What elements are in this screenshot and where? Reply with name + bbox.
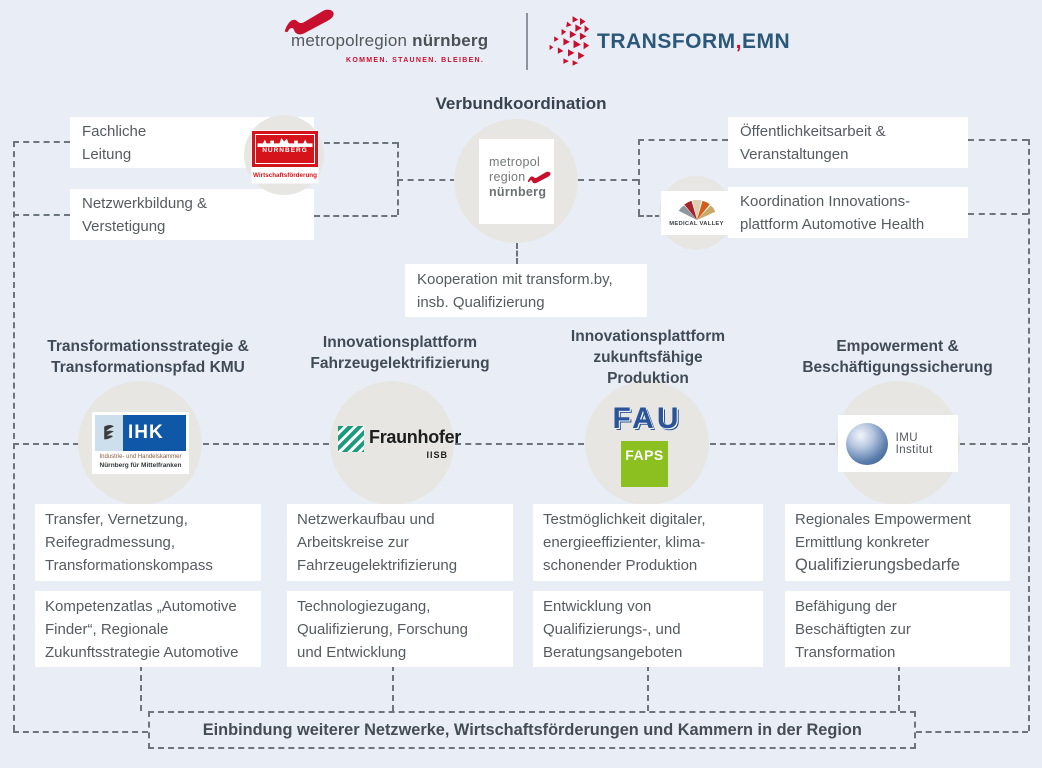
column-header-line: Beschäftigungssicherung bbox=[802, 359, 993, 376]
link-ihk-fraunhofer bbox=[203, 443, 329, 445]
column-header-fahrzeugelektrifizierung bbox=[287, 326, 513, 380]
fraunhofer-logo bbox=[338, 424, 462, 466]
box-line: Öffentlichkeitsarbeit & bbox=[740, 122, 886, 140]
box-line: und Entwicklung bbox=[297, 643, 407, 661]
nuernberg-logo-city: NÜRNBERG bbox=[262, 147, 308, 154]
connector-right-vertical bbox=[638, 139, 640, 215]
transform-emn-wordmark bbox=[597, 30, 790, 54]
box-line: Zukunftsstrategie Automotive bbox=[45, 643, 239, 661]
frame-right-branch-oeffentlichkeit bbox=[968, 139, 1028, 141]
box-line: Netzwerkbildung & bbox=[82, 194, 208, 212]
column-header-line: zukunftsfähige bbox=[593, 348, 703, 366]
box-line: Netzwerkaufbau und bbox=[297, 511, 435, 528]
frame-left-branch-ihk bbox=[13, 443, 79, 445]
footer-einbindung-text: Einbindung weiterer Netzwerke, Wirtschaftsförderungen und Kammern in der Region bbox=[202, 720, 862, 739]
box-line: Fahrzeugelektrifizierung bbox=[297, 557, 458, 574]
box-line: Entwicklung von bbox=[543, 597, 652, 615]
nuernberg-skyline-icon bbox=[257, 136, 313, 147]
box-line: Kooperation mit transform.by, bbox=[417, 270, 613, 288]
mrn-swoosh-icon bbox=[283, 9, 339, 35]
medical-valley-fan-icon bbox=[677, 200, 717, 220]
drop-col1 bbox=[140, 665, 142, 711]
mrn-center-line1: metropol bbox=[489, 155, 541, 169]
faps-label: FAPS bbox=[625, 447, 664, 463]
column-header-line: Empowerment & bbox=[836, 338, 959, 355]
ihk-acronym: IHK bbox=[123, 415, 186, 451]
frame-right-bottom bbox=[916, 731, 1028, 733]
connector-netzwerk-to-center bbox=[314, 215, 397, 217]
drop-col3 bbox=[647, 665, 649, 711]
box-col2-row2 bbox=[287, 591, 513, 667]
box-line: Transformationskompass bbox=[45, 557, 213, 574]
box-line: Qualifizierungsbedarfe bbox=[795, 556, 961, 574]
mrn-small-swoosh-icon bbox=[527, 171, 553, 184]
box-line: Testmöglichkeit digitaler, bbox=[543, 511, 706, 528]
ihk-subtitle1: Industrie- und Handelskammer bbox=[99, 454, 182, 460]
fraunhofer-square-icon bbox=[338, 426, 364, 452]
connector-to-medicalvalley bbox=[638, 215, 661, 217]
box-line: Ermittlung konkreter bbox=[795, 534, 930, 551]
box-col4-row2 bbox=[785, 591, 1010, 667]
transform-word-part2: EMN bbox=[742, 30, 791, 53]
box-line: Kompetenzatlas „Automotive bbox=[45, 597, 237, 615]
box-line: Finder“, Regionale bbox=[45, 620, 169, 638]
ihk-logo bbox=[92, 412, 189, 474]
column-header-line: Fahrzeugelektrifizierung bbox=[310, 355, 490, 372]
frame-left-branch-fachliche bbox=[13, 141, 70, 143]
box-line: Leitung bbox=[82, 145, 132, 163]
box-col4-row1 bbox=[785, 504, 1010, 581]
frame-right-line bbox=[1028, 139, 1030, 731]
frame-left-branch-netzwerk bbox=[13, 214, 70, 216]
box-line: Transfer, Vernetzung, bbox=[45, 511, 188, 528]
column-header-transformationsstrategie bbox=[23, 330, 273, 384]
mrn-center-line3: nürnberg bbox=[489, 185, 547, 199]
box-line: Befähigung der bbox=[795, 597, 897, 615]
column-header-line: Transformationspfad KMU bbox=[51, 359, 245, 376]
box-line: Technologiezugang, bbox=[297, 597, 431, 615]
transform-emn-icon bbox=[545, 13, 591, 67]
box-oeffentlichkeitsarbeit bbox=[728, 117, 968, 168]
verbundkoordination-title: Verbundkoordination bbox=[435, 94, 607, 113]
header-divider bbox=[526, 13, 528, 70]
box-line: Beratungsangeboten bbox=[543, 643, 683, 661]
drop-col2 bbox=[392, 665, 394, 711]
box-line: Fachliche bbox=[82, 122, 147, 140]
mrn-center-logo bbox=[479, 139, 554, 224]
footer-einbindung-box bbox=[148, 711, 916, 749]
column-header-line: Transformationsstrategie & bbox=[47, 338, 249, 355]
fau-wordmark: FAU bbox=[612, 402, 682, 435]
fraunhofer-institute: IISB bbox=[426, 450, 448, 460]
column-header-line: Produktion bbox=[607, 369, 689, 387]
connector-into-center-right bbox=[578, 179, 638, 181]
frame-right-branch-koordination bbox=[968, 213, 1028, 215]
faps-logo bbox=[621, 441, 668, 487]
box-line: schonender Produktion bbox=[543, 557, 698, 574]
link-fraunhofer-fau bbox=[455, 443, 584, 445]
mrn-wordmark-regular: metropolregion bbox=[291, 31, 413, 50]
column-header-line: Innovationsplattform bbox=[570, 327, 726, 345]
connector-into-center-left bbox=[397, 179, 456, 181]
box-col1-row1 bbox=[35, 504, 261, 581]
frame-left-line bbox=[13, 141, 15, 731]
box-line: Verstetigung bbox=[82, 217, 166, 235]
transform-word-part1: TRANSFORM bbox=[597, 30, 736, 53]
mrn-tagline: KOMMEN. STAUNEN. BLEIBEN. bbox=[346, 57, 485, 64]
mrn-wordmark-bold: nürnberg bbox=[412, 31, 489, 50]
nuernberg-logo-dept: Wirtschaftsförderung bbox=[253, 171, 317, 179]
connector-to-oeffentlichkeit bbox=[638, 139, 728, 141]
connector-nbg-to-center bbox=[324, 142, 398, 144]
fraunhofer-wordmark: Fraunhofer bbox=[369, 427, 462, 447]
link-fau-imu bbox=[710, 443, 835, 445]
box-col3-row1 bbox=[533, 504, 763, 581]
frame-left-bottom bbox=[13, 731, 148, 733]
box-line: plattform Automotive Health bbox=[740, 215, 925, 233]
box-line: insb. Qualifizierung bbox=[417, 293, 545, 311]
imu-label: IMU Institut bbox=[895, 431, 933, 456]
ihk-subtitle2: Nürnberg für Mittelfranken bbox=[99, 462, 182, 469]
box-line: energieeffizienter, klima- bbox=[543, 534, 706, 551]
mrn-center-line2: region bbox=[489, 170, 526, 184]
box-line: Veranstaltungen bbox=[740, 145, 849, 163]
box-col3-row2 bbox=[533, 591, 763, 667]
nuernberg-wirtschaftsfoerderung-logo bbox=[252, 131, 318, 183]
box-col1-row2 bbox=[35, 591, 261, 667]
box-col2-row1 bbox=[287, 504, 513, 581]
box-line: Qualifizierungs-, und bbox=[543, 620, 681, 638]
connector-center-to-kooperation bbox=[516, 243, 518, 264]
box-line: Regionales Empowerment bbox=[795, 511, 971, 528]
column-header-empowerment bbox=[780, 330, 1015, 384]
box-line: Qualifizierung, Forschung bbox=[297, 620, 468, 638]
box-kooperation-transform-by bbox=[405, 264, 647, 317]
box-koordination-automotive-health bbox=[728, 187, 968, 238]
medical-valley-label: MEDICAL VALLEY bbox=[669, 220, 724, 227]
transform-word-comma: , bbox=[735, 30, 742, 53]
nuernberg-logo-red-block bbox=[252, 131, 318, 167]
column-header-line: Innovationsplattform bbox=[322, 334, 478, 351]
ihk-eagle-icon bbox=[95, 415, 123, 451]
box-netzwerkbildung bbox=[70, 189, 314, 240]
medical-valley-logo bbox=[661, 191, 732, 235]
imu-institut-logo bbox=[838, 415, 958, 472]
box-line: Koordination Innovations- bbox=[740, 192, 911, 210]
imu-globe-icon bbox=[846, 423, 888, 465]
frame-right-branch-imu bbox=[959, 443, 1028, 445]
box-line: Reifegradmessung, bbox=[45, 534, 176, 551]
box-line: Beschäftigten zur bbox=[795, 620, 911, 638]
column-header-zukunftsfaehige-produktion bbox=[533, 322, 763, 392]
drop-col4 bbox=[898, 665, 900, 711]
box-line: Transformation bbox=[795, 643, 896, 661]
box-line: Arbeitskreise zur bbox=[297, 534, 409, 551]
